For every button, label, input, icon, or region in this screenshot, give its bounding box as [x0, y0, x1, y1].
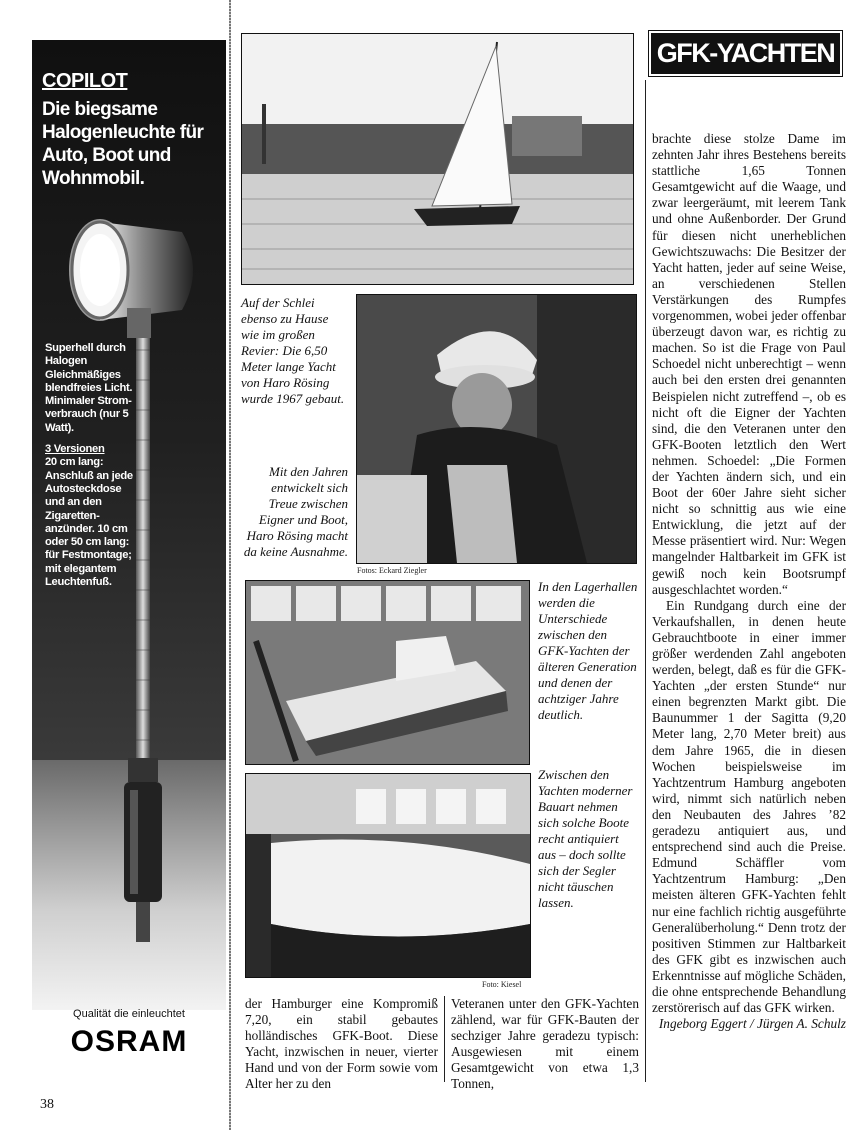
photo-storage-hall-1 — [245, 580, 530, 765]
paragraph: der Hamburger eine Kompromiß 7,20, ein stabil gebautes holländisches GFK-Boot. Diese Yacht, inzwischen in neuer, vierter Hand und von der Form sowie vom Alter her zu den — [245, 996, 438, 1092]
column-rule — [444, 996, 445, 1082]
section-masthead: GFK-YACHTEN — [651, 33, 840, 74]
osram-logo: OSRAM — [70, 1025, 188, 1058]
body-column-right — [652, 131, 846, 1032]
photo-sailboat — [241, 33, 634, 285]
ad-versions-title: 3 Versionen — [45, 443, 105, 456]
photo-haro-roesing — [356, 294, 637, 564]
osram-advertisement — [32, 40, 226, 1058]
caption-storage-hall: In den Lagerhallen werden die Unterschiede zwischen den GFK-Yachten der älteren Generation und denen der achtziger Jahre deutlich. — [538, 579, 638, 722]
body-column-left — [245, 996, 438, 1093]
body-column-middle — [451, 996, 639, 1093]
hall-image-2 — [246, 774, 530, 977]
portrait-image — [357, 295, 636, 563]
photo-storage-hall-2 — [245, 773, 531, 978]
ad-product-name: COPILOT — [42, 70, 128, 92]
author-byline: Ingeborg Eggert / Jürgen A. Schulz — [658, 1016, 846, 1032]
ad-feature-list — [45, 342, 137, 589]
caption-sailboat: Auf der Schlei ebenso zu Hause wie im großen Revier: Die 6,50 Meter lange Yacht von Haro Rösing wurde 1967 gebaut. — [241, 295, 345, 406]
ad-versions-text: 20 cm lang: Anschluß an jede Autosteckdose und an den Zigaretten-anzünder. 10 cm oder 50 cm lang: für Festmontage; mit elegantem Leuchtenfuß. — [45, 456, 133, 589]
ad-features-text: Superhell durch Halogen Gleichmäßiges blendfreies Licht. Minimaler Strom-verbrauch (nur 5 Watt). — [45, 342, 133, 434]
page-number: 38 — [40, 1097, 54, 1112]
paragraph: Veteranen unter den GFK-Yachten zählend, war für GFK-Bauten der sechziger Jahre geradezu typisch: Ausgewiesen mit einem Gesamtgewicht von etwa 1,3 Tonnen, — [451, 996, 639, 1092]
ad-headline: Die biegsame Halogenleuchte für Auto, Boot und Wohnmobil. — [42, 99, 204, 189]
ad-tagline: Qualität die einleuchtet — [73, 1008, 185, 1020]
photo-credit-ziegler: Fotos: Eckard Ziegler — [357, 566, 427, 575]
hall-image-1 — [246, 581, 529, 764]
caption-modern-yachts: Zwischen den Yachten moderner Bauart nehmen sich solche Boote recht antiquiert aus – doch sollte sich der Segler nicht täuschen lassen. — [538, 767, 633, 910]
photo-credit-kiesel: Foto: Kiesel — [482, 980, 522, 989]
lamp-illustration — [32, 210, 226, 990]
paragraph: brachte diese stolze Dame im zehnten Jahr ihres Bestehens bereits stattliche 1,65 Tonnen Gesamtgewicht auf die Waage, und zwar leergeräumt, mit leerem Tank und ohne Außenborder. Der Grund für diesen nicht unerheblichen Gewichtszuwachs: Die Besitzer der Yacht hatten, jeder auf seine Weise, an verschiedenen Stellen Verstärkungen des Rumpfes vorgenommen, wobei jeder offenbar überzeugt davon war, es richtig zu machen. So ist die Frage von Paul Schoedel nicht unberechtigt – wenn auch bei den ersten drei genannten Beispielen nicht zutreffend –, ob es nicht oft die Eigner der Yachten sind, die den Veteranen unter den GFK-Booten letztlich den Wert nehmen. Schoedel: „Die Formen der Yachten ändern sich, und ein Boot der 60er Jahre sieht sicher nicht so schnittig aus wie eine Entwicklung, die jetzt auf der Messe präsentiert wird. Nur: Wegen mangelnder Haltbarkeit im GFK ist gewiß noch kein Bootsrumpf ausgeschlachtet worden.“ — [652, 131, 846, 597]
page-gutter-rule — [229, 0, 231, 1130]
caption-portrait: Mit den Jahren entwickelt sich Treue zwischen Eigner und Boot, Haro Rösing macht da keine Ausnahme. — [243, 464, 348, 559]
sailboat-image — [242, 34, 633, 284]
column-rule-right — [645, 80, 646, 1082]
paragraph: Ein Rundgang durch eine der Verkaufshallen, in denen heute Gebrauchtboote in einer immer größer werdenden Zahl angeboten werden, belegt, daß es für die GFK-Yachten „der ersten Stunde“ nur einen begrenzten Markt gibt. Die Baunummer 1 der Sagitta (9,20 Meter lang, 2,70 Meter breit) aus dem Jahre 1965, die in diesen Wochen beispielsweise im Yachtzentrum Hamburg angeboten wird, nimmt sich natürlich neben den Neubauten des Jahres ’82 geradezu antiquiert aus, und entsprechend sind auch die Preise. Edmund Schäffler vom Yachtzentrum Hamburg: „Den meisten älteren GFK-Yachten fehlt nur eine fachlich richtig ausgeführte Generalüberholung.“ Denn trotz der positiven Stimmen zur Haltbarkeit des GFK gibt es inzwischen auch Erkenntnisse auf mögliche Schäden, die ohne entsprechende Behandlung zerstörerisch auf das GFK wirken. — [652, 597, 846, 1016]
